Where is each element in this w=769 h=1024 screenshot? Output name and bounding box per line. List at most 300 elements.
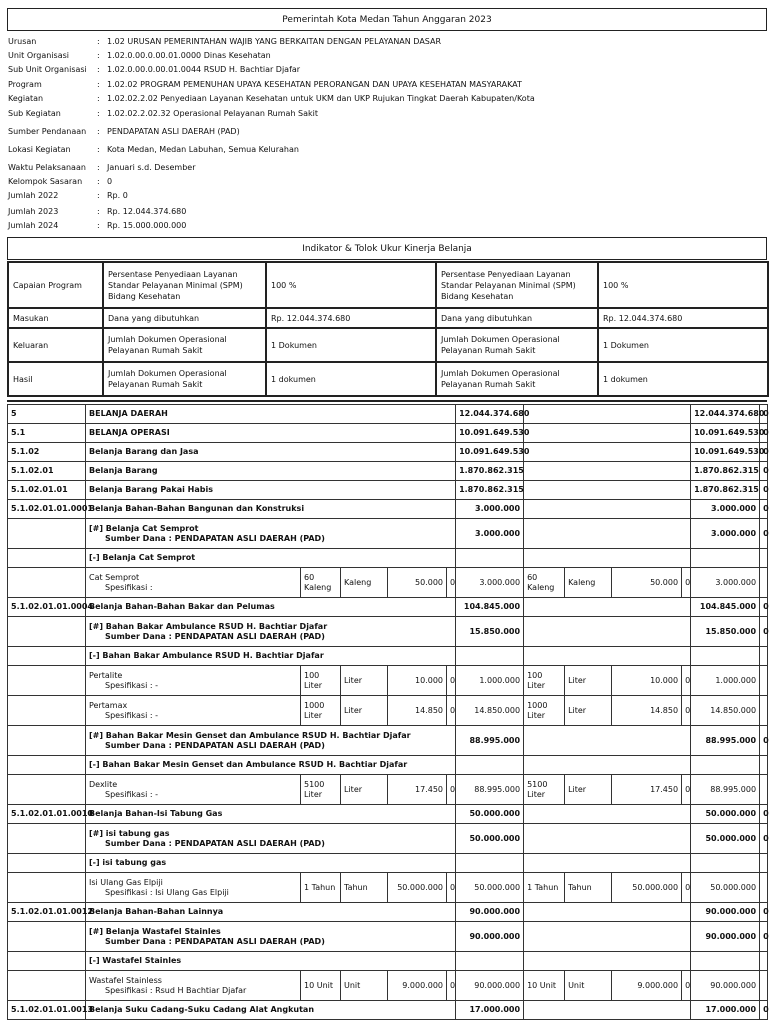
item-unit: Unit [341,971,388,1001]
diff-value: 0 [760,922,768,952]
empty-cell [8,666,86,696]
item-volume-after: 10 Unit [524,971,565,1001]
item-name [86,568,301,598]
budget-group-row [8,617,768,647]
indicator-a-val: 1 Dokumen [266,328,436,362]
item-unit-after: Kaleng [565,568,612,598]
indicator-a-ind: Dana yang dibutuhkan [103,308,266,328]
account-code: 5.1.02.01.01.0001 [8,500,86,519]
info-value: 1.02.02 PROGRAM PEMENUHAN UPAYA KESEHATAN PERORANGAN DAN UPAYA KESEHATAN MASYARAKAT [107,80,522,89]
sub-name: [-] isi tabung gas [86,854,456,873]
item-ppn: 0 [447,971,456,1001]
group-title: [#] Bahan Bakar Ambulance RSUD H. Bachtiar Djafar [89,621,328,631]
indicator-b-val: 1 dokumen [598,362,768,396]
indicator-row [8,308,768,328]
amount-after: 3.000.000 [691,519,760,549]
empty-cell [8,756,86,775]
diff-value: 0 [760,903,768,922]
empty-cell [524,922,691,952]
indicator-b-val: 100 % [598,262,768,308]
group-title: [#] Bahan Bakar Mesin Genset dan Ambulance RSUD H. Bachtiar Djafar [89,730,411,740]
budget-code-row [8,424,768,443]
amount-after: 12.044.374.680 [691,405,760,424]
item-unit: Kaleng [341,568,388,598]
amount-before: 10.091.649.530 [456,443,524,462]
group-title: [#] Belanja Wastafel Stainles [89,926,221,936]
budget-item-row [8,775,768,805]
info-label: Urusan [8,37,37,46]
account-name: Belanja Bahan-Bahan Bangunan dan Konstruksi [86,500,456,519]
indicator-a-val: 100 % [266,262,436,308]
amount-before: 1.870.862.315 [456,462,524,481]
item-spec: Spesifikasi : - [105,680,158,690]
item-price: 50.000 [388,568,447,598]
empty-cell [524,805,691,824]
item-title: Pertalite [89,670,123,680]
empty-cell [760,854,768,873]
sub-name: [-] Bahan Bakar Mesin Genset dan Ambulance RSUD H. Bachtiar Djafar [86,756,456,775]
diff-value: 0 [760,424,768,443]
empty-cell [8,824,86,854]
info-value: Kota Medan, Medan Labuhan, Semua Kelurahan [107,145,299,154]
info-label: Unit Organisasi [8,51,70,60]
empty-cell [456,952,524,971]
item-price-after: 50.000.000 [612,873,682,903]
budget-item-row [8,873,768,903]
budget-code-row [8,903,768,922]
indicator-a-ind: Persentase Penyediaan Layanan Standar Pelayanan Minimal (SPM) Bidang Kesehatan [103,262,266,308]
amount-after: 1.870.862.315 [691,462,760,481]
item-name [86,696,301,726]
info-label: Sub Unit Organisasi [8,65,87,74]
item-total-after: 90.000.000 [691,971,760,1001]
indicator-label: Masukan [8,308,103,328]
empty-cell [8,519,86,549]
info-row [8,162,763,174]
budget-table [7,404,768,1020]
item-spec: Spesifikasi : Isi Ulang Gas Elpiji [105,887,229,897]
item-price-after: 50.000 [612,568,682,598]
indicator-b-val: Rp. 12.044.374.680 [598,308,768,328]
info-row [8,144,763,156]
empty-cell [691,549,760,568]
empty-cell [8,952,86,971]
empty-cell [524,824,691,854]
info-value: PENDAPATAN ASLI DAERAH (PAD) [107,127,240,136]
budget-group-row [8,726,768,756]
indicator-title [7,237,767,260]
account-code: 5.1.02.01.01.0013 [8,1001,86,1020]
item-unit: Liter [341,696,388,726]
indicator-b-ind: Persentase Penyediaan Layanan Standar Pelayanan Minimal (SPM) Bidang Kesehatan [436,262,598,308]
empty-cell [524,726,691,756]
indicator-title-text: Indikator & Tolok Ukur Kinerja Belanja [302,243,472,254]
group-source: Sumber Dana : PENDAPATAN ASLI DAERAH (PAD) [105,533,325,543]
budget-sub-row [8,647,768,666]
item-unit-after: Unit [565,971,612,1001]
empty-cell [524,405,691,424]
item-total-after: 50.000.000 [691,873,760,903]
item-ppn-after: 0 [682,696,691,726]
empty-cell [524,854,691,873]
item-unit: Tahun [341,873,388,903]
info-colon: : [97,163,100,172]
item-volume-after: 1 Tahun [524,873,565,903]
item-volume: 60 Kaleng [301,568,341,598]
info-colon: : [97,145,100,154]
info-colon: : [97,80,100,89]
diff-value: 0 [760,405,768,424]
empty-cell [691,854,760,873]
account-name: Belanja Barang Pakai Habis [86,481,456,500]
item-ppn-after: 0 [682,971,691,1001]
indicator-b-ind: Jumlah Dokumen Operasional Pelayanan Rumah Sakit [436,362,598,396]
indicator-b-ind: Jumlah Dokumen Operasional Pelayanan Rumah Sakit [436,328,598,362]
sub-name: [-] Bahan Bakar Ambulance RSUD H. Bachtiar Djafar [86,647,456,666]
account-code: 5.1.02.01.01 [8,481,86,500]
item-unit-after: Liter [565,666,612,696]
group-name [86,824,456,854]
indicator-row [8,262,768,308]
item-ppn-after: 0 [682,568,691,598]
diff-value: 0 [760,726,768,756]
empty-cell [691,756,760,775]
info-row [8,36,763,48]
empty-cell [760,873,768,903]
item-spec: Spesifikasi : - [105,710,158,720]
account-name: Belanja Barang dan Jasa [86,443,456,462]
budget-code-row [8,805,768,824]
account-code: 5.1.02 [8,443,86,462]
group-source: Sumber Dana : PENDAPATAN ASLI DAERAH (PAD) [105,740,325,750]
item-total: 14.850.000 [456,696,524,726]
item-spec: Spesifikasi : [105,582,153,592]
empty-cell [8,647,86,666]
info-label: Program [8,80,42,89]
amount-before: 50.000.000 [456,824,524,854]
item-unit: Liter [341,666,388,696]
info-value: 1.02.0.00.0.00.01.0044 RSUD H. Bachtiar Djafar [107,65,301,74]
empty-cell [760,971,768,1001]
item-volume: 5100 Liter [301,775,341,805]
empty-cell [8,568,86,598]
diff-value: 0 [760,1001,768,1020]
item-title: Dexlite [89,779,118,789]
item-total-after: 3.000.000 [691,568,760,598]
budget-sub-row [8,549,768,568]
amount-before: 3.000.000 [456,500,524,519]
group-title: [#] isi tabung gas [89,828,170,838]
empty-cell [8,775,86,805]
info-colon: : [97,127,100,136]
empty-cell [524,598,691,617]
item-ppn: 0 [447,568,456,598]
empty-cell [524,903,691,922]
budget-group-row [8,519,768,549]
empty-cell [760,775,768,805]
indicator-a-val: 1 dokumen [266,362,436,396]
budget-item-row [8,971,768,1001]
amount-after: 50.000.000 [691,824,760,854]
empty-cell [760,549,768,568]
diff-value: 0 [760,824,768,854]
item-ppn-after: 0 [682,873,691,903]
item-title: Cat Semprot [89,572,140,582]
item-spec: Spesifikasi : - [105,789,158,799]
empty-cell [8,854,86,873]
item-price: 14.850 [388,696,447,726]
amount-before: 3.000.000 [456,519,524,549]
empty-cell [456,756,524,775]
empty-cell [8,549,86,568]
budget-group-row [8,824,768,854]
item-unit: Liter [341,775,388,805]
account-code: 5.1.02.01.01.0004 [8,598,86,617]
item-volume-after: 1000 Liter [524,696,565,726]
info-row [8,220,763,232]
item-total: 50.000.000 [456,873,524,903]
amount-after: 90.000.000 [691,903,760,922]
budget-code-row [8,500,768,519]
diff-value: 0 [760,443,768,462]
item-price: 17.450 [388,775,447,805]
diff-value: 0 [760,462,768,481]
indicator-b-ind: Dana yang dibutuhkan [436,308,598,328]
indicator-row [8,362,768,396]
budget-code-row [8,462,768,481]
document-title [7,8,767,31]
empty-cell [8,617,86,647]
diff-value: 0 [760,617,768,647]
indicator-row [8,328,768,362]
item-name [86,775,301,805]
item-volume: 1 Tahun [301,873,341,903]
amount-before: 90.000.000 [456,903,524,922]
empty-cell [760,696,768,726]
empty-cell [8,726,86,756]
amount-after: 17.000.000 [691,1001,760,1020]
indicator-label: Hasil [8,362,103,396]
amount-before: 17.000.000 [456,1001,524,1020]
item-price-after: 14.850 [612,696,682,726]
empty-cell [524,647,691,666]
item-total-after: 1.000.000 [691,666,760,696]
empty-cell [456,549,524,568]
amount-after: 10.091.649.530 [691,424,760,443]
info-label: Waktu Pelaksanaan [8,163,86,172]
item-total: 90.000.000 [456,971,524,1001]
empty-cell [524,462,691,481]
info-label: Jumlah 2023 [8,207,59,216]
indicator-table [7,261,769,397]
item-price-after: 9.000.000 [612,971,682,1001]
empty-cell [760,756,768,775]
indicator-b-val: 1 Dokumen [598,328,768,362]
account-code: 5.1.02.01 [8,462,86,481]
info-label: Sumber Pendanaan [8,127,87,136]
budget-code-row [8,443,768,462]
info-row [8,64,763,76]
empty-cell [524,481,691,500]
indicator-a-ind: Jumlah Dokumen Operasional Pelayanan Rumah Sakit [103,328,266,362]
amount-before: 90.000.000 [456,922,524,952]
budget-item-row [8,696,768,726]
info-row [8,108,763,120]
amount-after: 10.091.649.530 [691,443,760,462]
info-colon: : [97,207,100,216]
budget-code-row [8,1001,768,1020]
item-price-after: 17.450 [612,775,682,805]
info-row [8,93,763,105]
item-name [86,971,301,1001]
budget-code-row [8,405,768,424]
sub-name: [-] Wastafel Stainles [86,952,456,971]
diff-value: 0 [760,500,768,519]
item-ppn: 0 [447,775,456,805]
info-value: Januari s.d. Desember [107,163,196,172]
item-volume-after: 100 Liter [524,666,565,696]
info-colon: : [97,191,100,200]
info-colon: : [97,65,100,74]
budget-code-row [8,598,768,617]
group-name [86,617,456,647]
empty-cell [456,854,524,873]
amount-after: 50.000.000 [691,805,760,824]
item-total-after: 88.995.000 [691,775,760,805]
empty-cell [8,922,86,952]
empty-cell [691,647,760,666]
amount-after: 15.850.000 [691,617,760,647]
info-label: Kegiatan [8,94,44,103]
budget-sub-row [8,952,768,971]
item-volume: 1000 Liter [301,696,341,726]
account-name: Belanja Bahan-Bahan Lainnya [86,903,456,922]
empty-cell [524,617,691,647]
empty-cell [524,519,691,549]
amount-before: 88.995.000 [456,726,524,756]
info-colon: : [97,177,100,186]
empty-cell [524,1001,691,1020]
empty-cell [524,424,691,443]
info-colon: : [97,109,100,118]
item-price: 9.000.000 [388,971,447,1001]
info-value: Rp. 12.044.374.680 [107,207,187,216]
info-colon: : [97,37,100,46]
indicator-a-ind: Jumlah Dokumen Operasional Pelayanan Rumah Sakit [103,362,266,396]
info-row [8,79,763,91]
amount-before: 10.091.649.530 [456,424,524,443]
item-name [86,666,301,696]
amount-before: 50.000.000 [456,805,524,824]
account-name: BELANJA DAERAH [86,405,456,424]
group-source: Sumber Dana : PENDAPATAN ASLI DAERAH (PAD) [105,838,325,848]
item-price: 50.000.000 [388,873,447,903]
empty-cell [760,952,768,971]
item-volume-after: 5100 Liter [524,775,565,805]
budget-code-row [8,481,768,500]
group-source: Sumber Dana : PENDAPATAN ASLI DAERAH (PAD) [105,936,325,946]
budget-sub-row [8,756,768,775]
account-name: BELANJA OPERASI [86,424,456,443]
item-unit-after: Tahun [565,873,612,903]
item-ppn: 0 [447,696,456,726]
item-ppn-after: 0 [682,666,691,696]
amount-after: 3.000.000 [691,500,760,519]
empty-cell [524,443,691,462]
item-spec: Spesifikasi : Rsud H Bachtiar Djafar [105,985,247,995]
indicator-label: Capaian Program [8,262,103,308]
budget-item-row [8,666,768,696]
info-colon: : [97,94,100,103]
info-colon: : [97,51,100,60]
empty-cell [8,696,86,726]
diff-value: 0 [760,598,768,617]
item-unit-after: Liter [565,696,612,726]
empty-cell [8,971,86,1001]
item-price-after: 10.000 [612,666,682,696]
info-label: Jumlah 2022 [8,191,59,200]
group-title: [#] Belanja Cat Semprot [89,523,199,533]
document-title-text: Pemerintah Kota Medan Tahun Anggaran 2023 [282,14,492,25]
info-value: 1.02.02.2.02 Penyediaan Layanan Kesehatan untuk UKM dan UKP Rujukan Tingkat Daerah Kabupaten/Kota [107,94,535,103]
amount-after: 90.000.000 [691,922,760,952]
item-total: 88.995.000 [456,775,524,805]
budget-group-row [8,922,768,952]
empty-cell [760,666,768,696]
account-code: 5 [8,405,86,424]
amount-after: 104.845.000 [691,598,760,617]
item-title: Pertamax [89,700,128,710]
item-total-after: 14.850.000 [691,696,760,726]
amount-after: 88.995.000 [691,726,760,756]
amount-before: 104.845.000 [456,598,524,617]
info-value: 0 [107,177,113,186]
empty-cell [524,500,691,519]
item-total: 1.000.000 [456,666,524,696]
account-name: Belanja Suku Cadang-Suku Cadang Alat Angkutan [86,1001,456,1020]
sub-name: [-] Belanja Cat Semprot [86,549,456,568]
item-unit-after: Liter [565,775,612,805]
info-row [8,190,763,202]
account-code: 5.1.02.01.01.0012 [8,903,86,922]
info-label: Kelompok Sasaran [8,177,83,186]
diff-value: 0 [760,481,768,500]
empty-cell [524,756,691,775]
item-name [86,873,301,903]
item-title: Wastafel Stainless [89,975,162,985]
item-price: 10.000 [388,666,447,696]
info-label: Sub Kegiatan [8,109,61,118]
info-row [8,126,763,138]
info-row [8,206,763,218]
group-source: Sumber Dana : PENDAPATAN ASLI DAERAH (PAD) [105,631,325,641]
info-value: 1.02 URUSAN PEMERINTAHAN WAJIB YANG BERKAITAN DENGAN PELAYANAN DASAR [107,37,442,46]
account-name: Belanja Bahan-Bahan Bakar dan Pelumas [86,598,456,617]
account-name: Belanja Bahan-Isi Tabung Gas [86,805,456,824]
budget-item-row [8,568,768,598]
budget-sub-row [8,854,768,873]
section-divider [7,400,767,402]
account-code: 5.1 [8,424,86,443]
empty-cell [524,952,691,971]
diff-value: 0 [760,805,768,824]
item-volume: 10 Unit [301,971,341,1001]
empty-cell [524,549,691,568]
info-colon: : [97,221,100,230]
diff-value: 0 [760,519,768,549]
item-volume-after: 60 Kaleng [524,568,565,598]
empty-cell [760,568,768,598]
